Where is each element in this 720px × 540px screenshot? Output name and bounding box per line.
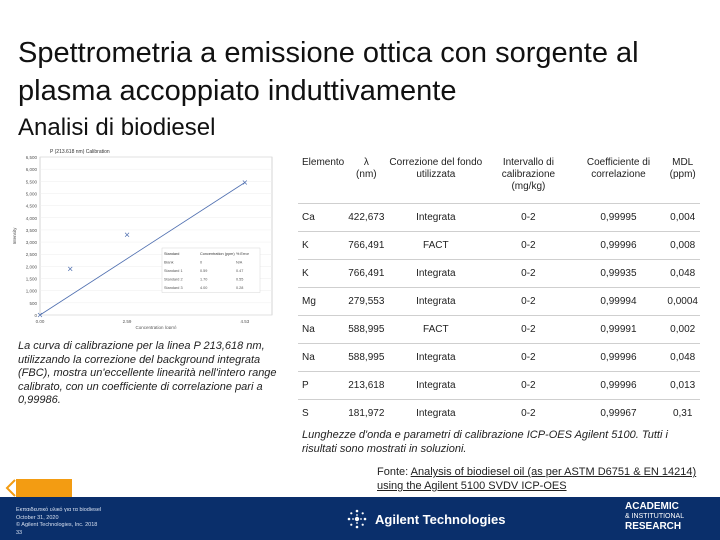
y-tick-label: 3,500 <box>25 227 37 233</box>
cell-element: P <box>298 372 346 400</box>
y-tick-label: 500 <box>29 300 37 306</box>
table-row <box>298 344 700 372</box>
y-tick-label: 3,000 <box>25 240 37 246</box>
inset-table-cell: 0.28 <box>236 286 244 290</box>
source-link[interactable]: Analysis of biodiesel oil (as per ASTM D6751 & EN 14214) using the Agilent 5100 SVDV ICP-OES <box>377 466 697 492</box>
inset-table-cell: Standard 1 <box>164 269 183 273</box>
header-range <box>485 153 571 204</box>
table-row <box>298 260 700 288</box>
cell-correction: FACT <box>386 316 485 344</box>
inset-table-cell: 0 <box>200 260 203 265</box>
cell-range: 0-2 <box>485 204 571 232</box>
y-tick-label: 4,500 <box>25 203 37 209</box>
cell-range: 0-2 <box>485 400 571 428</box>
agilent-spark-icon <box>345 507 369 531</box>
y-tick-label: 6,500 <box>25 155 37 160</box>
calibration-chart <box>4 143 278 329</box>
cell-lambda: 766,491 <box>346 232 386 260</box>
footer-copyright: © Agilent Technologies, Inc. 2018 <box>16 522 98 528</box>
academic-research-logo <box>625 502 715 532</box>
cell-mdl: 0,048 <box>665 344 700 372</box>
header-mdl <box>665 153 700 204</box>
header-element: Elemento <box>302 157 345 168</box>
cell-element: S <box>298 400 346 428</box>
header-correction: Correzione del fondo utilizzata <box>389 157 483 180</box>
header-lambda <box>346 153 386 204</box>
x-tick-label: 4.53 <box>240 319 250 324</box>
cell-lambda: 588,995 <box>346 316 386 344</box>
header-range-label: Intervallo di calibrazione <box>501 157 556 180</box>
header-mdl-unit: (ppm) <box>669 169 696 180</box>
inset-table-cell: Standard 3 <box>164 286 183 290</box>
source-note <box>377 465 707 493</box>
y-tick-label: 4,000 <box>25 215 37 221</box>
cell-lambda: 181,972 <box>346 400 386 428</box>
inset-table-cell: 0.55 <box>236 277 244 282</box>
table-row <box>298 372 700 400</box>
y-tick-label: 2,000 <box>25 264 37 270</box>
x-axis-label: Concentration (ppm) <box>135 325 177 329</box>
institutional-label: & INSTITUTIONAL <box>625 513 685 520</box>
cell-lambda: 766,491 <box>346 260 386 288</box>
x-tick-label: 0.00 <box>35 319 45 324</box>
y-tick-label: 0 <box>34 313 37 318</box>
cell-coefficient: 0,99935 <box>572 260 666 288</box>
cell-mdl: 0,008 <box>665 232 700 260</box>
cell-range: 0-2 <box>485 260 571 288</box>
cell-coefficient: 0,99995 <box>572 204 666 232</box>
cell-range: 0-2 <box>485 316 571 344</box>
inset-table-cell: 1.70 <box>200 277 208 282</box>
chart-caption: La curva di calibrazione per la linea P 213,618 nm, utilizzando la correzione del background integrata (FBC), mostra un'eccellente linearità nell'intero range calibrato, con un coefficiente di correlazione pari a 0,99986. <box>18 340 277 406</box>
header-mdl-label: MDL <box>672 157 694 168</box>
cell-lambda: 588,995 <box>346 344 386 372</box>
cell-coefficient: 0,99996 <box>572 344 666 372</box>
cell-coefficient: 0,99991 <box>572 316 666 344</box>
cell-element: K <box>298 232 346 260</box>
cell-range: 0-2 <box>485 344 571 372</box>
agilent-brand-name: Agilent Technologies <box>375 511 506 527</box>
cell-mdl: 0,004 <box>665 204 700 232</box>
inset-table-cell: 0.59 <box>200 269 208 273</box>
cell-range: 0-2 <box>485 288 571 316</box>
cell-mdl: 0,013 <box>665 372 700 400</box>
cell-element: Mg <box>298 288 346 316</box>
x-tick-label: 2.59 <box>122 319 132 324</box>
table-row <box>298 316 700 344</box>
table-row <box>298 232 700 260</box>
inset-table-header: Standard <box>164 252 180 256</box>
footer-info <box>16 507 101 537</box>
y-tick-label: 5,500 <box>25 179 37 185</box>
chart-title: P (213.618 nm) Calibration <box>50 149 110 155</box>
cell-correction: Integrata <box>386 372 485 400</box>
footer-date: October 31, 2020 <box>16 514 59 521</box>
source-prefix: Fonte: <box>377 466 411 478</box>
table-caption: Lunghezze d'onda e parametri di calibrazione ICP-OES Agilent 5100. Tutti i risultati sono mostrati in soluzioni. <box>302 429 668 455</box>
cell-correction: Integrata <box>386 288 485 316</box>
y-tick-label: 6,000 <box>25 167 37 173</box>
cell-element: Na <box>298 316 346 344</box>
y-axis-label: Intensity <box>12 227 17 245</box>
table-row <box>298 288 700 316</box>
cell-element: Ca <box>298 204 346 232</box>
orange-accent-tab <box>16 479 72 497</box>
cell-element: K <box>298 260 346 288</box>
cell-lambda: 213,618 <box>346 372 386 400</box>
footer-page-number: 33 <box>16 529 23 536</box>
inset-table-cell: Standard 2 <box>164 277 183 282</box>
header-lambda-unit: (nm) <box>356 169 377 180</box>
table-row <box>298 204 700 232</box>
y-tick-label: 1,000 <box>25 288 37 294</box>
cell-range: 0-2 <box>485 372 571 400</box>
inset-table-header: Concentration (ppm) <box>200 252 235 256</box>
cell-coefficient: 0,99994 <box>572 288 666 316</box>
slide-subtitle: Analisi di biodiesel <box>18 114 216 141</box>
cell-coefficient: 0,99996 <box>572 372 666 400</box>
cell-mdl: 0,0004 <box>665 288 700 316</box>
cell-coefficient: 0,99996 <box>572 232 666 260</box>
inset-table-cell: 0.47 <box>236 269 244 273</box>
cell-mdl: 0,048 <box>665 260 700 288</box>
cell-element: Na <box>298 344 346 372</box>
academic-label: ACADEMIC <box>625 501 679 512</box>
table-row <box>298 400 700 428</box>
inset-table-cell: 4.00 <box>200 286 208 290</box>
inset-table-header: % Error <box>236 252 249 256</box>
slide-title: Spettrometria a emissione ottica con sorgente al plasma accoppiato induttivamente <box>18 37 639 107</box>
chevron-left-icon[interactable] <box>4 478 18 498</box>
table-header-row <box>298 153 700 204</box>
cell-correction: Integrata <box>386 204 485 232</box>
header-coefficient: Coefficiente di correlazione <box>586 157 651 180</box>
header-lambda-symbol: λ <box>363 157 369 168</box>
cell-lambda: 422,673 <box>346 204 386 232</box>
cell-lambda: 279,553 <box>346 288 386 316</box>
footer-line: Εκπαιδευτικό υλικό για τα biodiesel <box>16 507 102 513</box>
inset-table-cell: Blank <box>164 260 174 265</box>
y-tick-label: 2,500 <box>25 252 37 258</box>
y-tick-label: 5,000 <box>25 191 37 197</box>
y-tick-label: 1,500 <box>25 276 37 282</box>
header-range-unit: (mg/kg) <box>511 181 546 192</box>
cell-mdl: 0,002 <box>665 316 700 344</box>
cell-coefficient: 0,99967 <box>572 400 666 428</box>
agilent-logo <box>345 506 506 532</box>
calibration-table <box>298 153 700 427</box>
cell-correction: Integrata <box>386 260 485 288</box>
research-label: RESEARCH <box>625 521 682 532</box>
cell-range: 0-2 <box>485 232 571 260</box>
cell-mdl: 0,31 <box>665 400 700 428</box>
inset-table-cell: N/A <box>236 260 243 265</box>
cell-correction: Integrata <box>386 400 485 428</box>
cell-correction: Integrata <box>386 344 485 372</box>
cell-correction: FACT <box>386 232 485 260</box>
